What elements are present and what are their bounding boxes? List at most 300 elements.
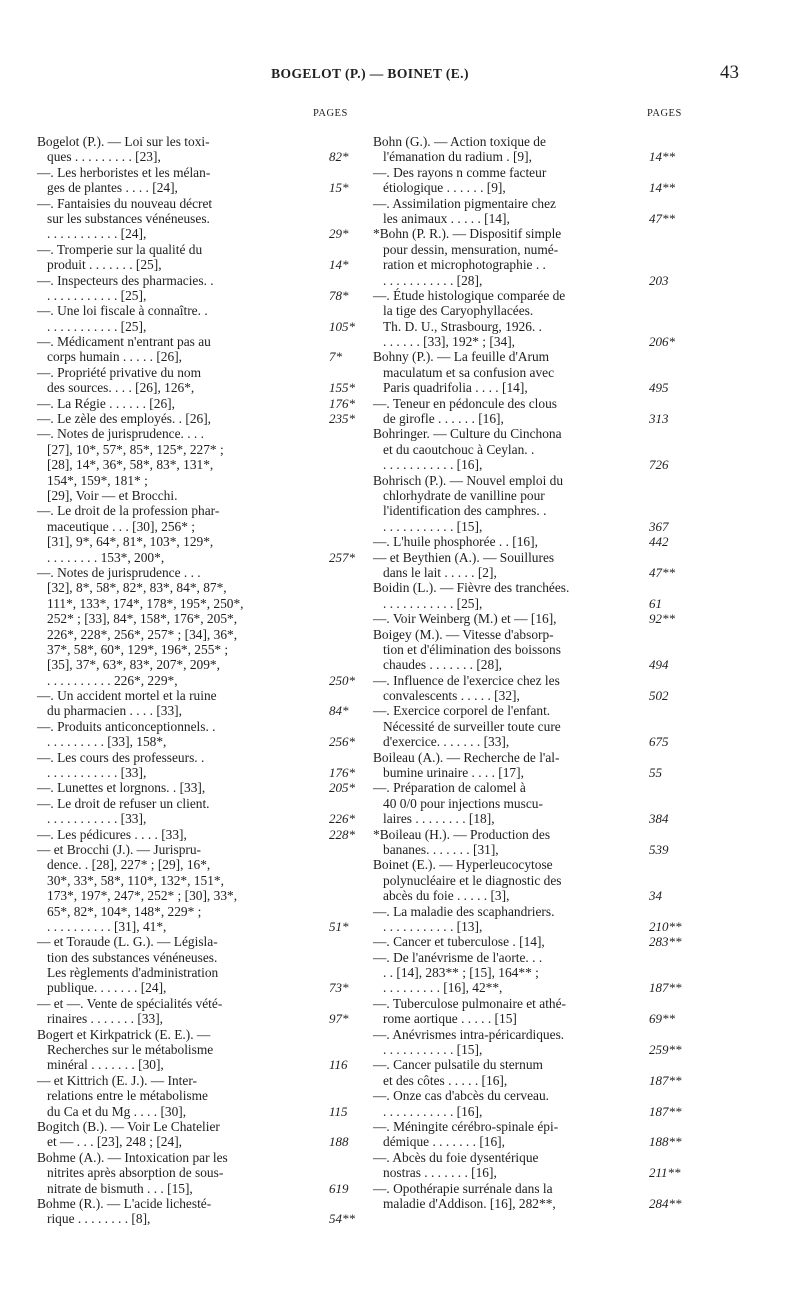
page-reference: 61: [649, 595, 662, 611]
index-line: [373, 288, 628, 303]
page-reference: 54**: [329, 1211, 355, 1227]
index-line: [37, 1088, 292, 1103]
index-line: [373, 319, 628, 334]
entry-text: Bohme (R.). — L'acide lichesté-: [37, 1195, 212, 1211]
index-line: [37, 965, 292, 980]
index-line: [373, 334, 675, 350]
index-line: [373, 873, 628, 888]
index-line: [373, 349, 628, 364]
entry-text: Bogitch (B.). — Voir Le Chatelier: [37, 1119, 220, 1134]
index-line: [373, 196, 628, 211]
index-line: [37, 688, 292, 703]
index-line: [37, 1150, 292, 1165]
entry-text: Bogelot (P.). — Loi sur les toxi-: [37, 134, 210, 149]
entry-text: —. Teneur en pédoncule des clous: [373, 395, 557, 411]
index-line: [37, 334, 292, 349]
index-line: [37, 196, 292, 211]
index-line: [37, 534, 292, 549]
index-line: [373, 857, 628, 872]
index-line: [373, 1181, 628, 1196]
entry-text: 154*, 159*, 181* ;: [47, 472, 148, 488]
entry-text: bananes. . . . . . . [31],: [383, 841, 499, 857]
page-reference: 78*: [329, 287, 349, 303]
page-reference: 176*: [329, 765, 355, 781]
page-reference: 284**: [649, 1195, 682, 1211]
index-line: [37, 349, 342, 365]
entry-text: —. Assimilation pigmentaire chez: [373, 195, 556, 211]
index-line: [37, 211, 292, 226]
running-title: BOGELOT (P.) — BOINET (E.): [271, 66, 469, 81]
entry-text: — et Brocchi (J.). — Jurispru-: [37, 841, 202, 857]
index-line: [373, 580, 628, 595]
entry-text: . . . . . . . . . . . [25],: [47, 318, 147, 334]
index-line: [37, 888, 292, 903]
entry-text: [29], Voir — et Brocchi.: [47, 487, 178, 503]
page-reference: 188**: [649, 1134, 682, 1150]
index-line: [37, 780, 355, 796]
entry-text: —. Méningite cérébro-spinale épi-: [373, 1119, 559, 1134]
entry-text: . . . . . . . . . [33], 158*,: [47, 734, 167, 750]
index-line: [373, 811, 669, 827]
entry-text: —. Anévrismes intra-péricardiques.: [373, 1026, 565, 1042]
entry-text: —. Tuberculose pulmonaire et athé-: [373, 995, 567, 1011]
page-reference: 250*: [329, 672, 355, 688]
page-reference: 726: [649, 457, 669, 473]
index-line: [373, 1195, 682, 1211]
page-reference: 206*: [649, 334, 675, 350]
page-reference: 203: [649, 272, 669, 288]
entry-text: Recherches sur le métabolisme: [47, 1042, 214, 1058]
entry-text: [35], 37*, 63*, 83*, 207*, 209*,: [47, 657, 220, 673]
index-line: [37, 303, 292, 318]
entry-text: —. Préparation de calomel à: [373, 780, 526, 796]
entry-text: —. Inspecteurs des pharmacies. .: [37, 272, 214, 288]
entry-text: du Ca et du Mg . . . . [30],: [47, 1103, 187, 1119]
index-line: [373, 1165, 681, 1181]
entry-text: — et —. Vente de spécialités vété-: [37, 995, 223, 1011]
entry-text: — et Kittrich (E. J.). — Inter-: [37, 1072, 198, 1088]
entry-text: Bohringer. — Culture du Cinchona: [373, 426, 562, 442]
entry-text: l'identification des camphres. .: [383, 503, 547, 519]
index-line: [37, 519, 292, 534]
index-line: [373, 1088, 628, 1103]
entry-text: Bogert et Kirkpatrick (E. E.). —: [37, 1026, 211, 1042]
page-header: [0, 62, 800, 86]
index-line: [373, 1011, 675, 1027]
page-reference: 73*: [329, 980, 349, 996]
index-line: [373, 488, 628, 503]
index-line: [373, 257, 628, 272]
page-reference: 51*: [329, 918, 349, 934]
index-line: [37, 765, 355, 781]
entry-text: *Boileau (H.). — Production des: [373, 826, 551, 842]
entry-text: . . . . . . . . . [16], 42**,: [383, 980, 503, 996]
index-line: [373, 180, 675, 196]
index-line: [37, 904, 292, 919]
entry-text: . . . . . . . . . . 226*, 229*,: [47, 672, 178, 688]
index-line: [373, 473, 628, 488]
entry-text: nitrites après absorption de sous-: [47, 1165, 224, 1181]
entry-text: 173*, 197*, 247*, 252* ; [30], 33*,: [47, 888, 238, 904]
entry-text: . . . . . . . . . . . [13],: [383, 918, 483, 934]
entry-text: . . . . . . . . . . [31], 41*,: [47, 918, 167, 934]
index-line: [37, 565, 292, 580]
index-line: [373, 411, 669, 427]
index-line: [373, 980, 682, 996]
entry-text: [27], 10*, 57*, 85*, 125*, 227* ;: [47, 441, 224, 457]
page-reference: 313: [649, 411, 669, 427]
entry-text: ques . . . . . . . . . [23],: [47, 149, 161, 165]
index-line: [373, 303, 628, 318]
entry-text: *Bohn (P. R.). — Dispositif simple: [373, 226, 562, 242]
index-line: [37, 165, 292, 180]
index-line: [373, 1042, 682, 1058]
index-line: [37, 226, 349, 242]
page-reference: 226*: [329, 811, 355, 827]
page-reference: 14*: [329, 257, 349, 273]
entry-text: les animaux . . . . . [14],: [383, 210, 510, 226]
index-line: [373, 611, 675, 627]
index-line: [37, 442, 292, 457]
page-reference: 283**: [649, 934, 682, 950]
index-line: [37, 1211, 355, 1227]
index-line: [373, 1150, 628, 1165]
entry-text: ration et microphotographie . .: [383, 257, 546, 273]
index-line: [37, 642, 292, 657]
entry-text: rique . . . . . . . . [8],: [47, 1211, 151, 1227]
index-line: [37, 180, 349, 196]
index-line: [37, 503, 292, 518]
index-line: [37, 672, 355, 688]
index-line: [37, 719, 292, 734]
entry-text: —. Tromperie sur la qualité du: [37, 241, 203, 257]
index-line: [37, 873, 292, 888]
index-line: [37, 473, 292, 488]
entry-text: —. Les cours des professeurs. .: [37, 749, 205, 765]
index-line: [37, 1103, 348, 1119]
entry-text: dence. . [28], 227* ; [29], 16*,: [47, 857, 211, 873]
page-number: 43: [720, 62, 739, 83]
page-reference: 29*: [329, 226, 349, 242]
entry-text: nostras . . . . . . . [16],: [383, 1165, 497, 1181]
entry-text: Les règlements d'administration: [47, 965, 219, 981]
index-line: [37, 411, 355, 427]
entry-text: et — . . . [23], 248 ; [24],: [47, 1134, 182, 1150]
index-line: [373, 888, 662, 904]
index-line: [373, 442, 628, 457]
index-line: [37, 395, 355, 411]
entry-text: —. Produits anticonceptionnels. .: [37, 718, 216, 734]
entry-text: chaudes . . . . . . . [28],: [383, 657, 502, 673]
index-line: [373, 918, 682, 934]
entry-text: —. Exercice corporel de l'enfant.: [373, 703, 551, 719]
index-line: [373, 518, 669, 534]
entry-text: produit . . . . . . . [25],: [47, 257, 162, 273]
entry-text: pour dessin, mensuration, numé-: [383, 241, 559, 257]
index-line: [37, 1011, 349, 1027]
entry-text: — et Beythien (A.). — Souillures: [373, 549, 555, 565]
pages-column-label: PAGES: [313, 108, 348, 119]
entry-text: démique . . . . . . . [16],: [383, 1134, 505, 1150]
index-line: [37, 134, 292, 149]
page-reference: 92**: [649, 611, 675, 627]
entry-text: convalescents . . . . . [32],: [383, 688, 520, 704]
entry-text: rome aortique . . . . . [15]: [383, 1011, 517, 1027]
page-reference: 47**: [649, 210, 675, 226]
entry-text: . . . . . . . . . . . [33],: [47, 765, 147, 781]
page-reference: 494: [649, 657, 669, 673]
entry-text: . . [14], 283** ; [15], 164** ;: [383, 965, 539, 981]
page-reference: 15*: [329, 180, 349, 196]
page-reference: 211**: [649, 1165, 681, 1181]
entry-text: —. Abcès du foie dysentérique: [373, 1149, 539, 1165]
index-line: [373, 950, 628, 965]
entry-text: . . . . . . . . . . . [16],: [383, 457, 483, 473]
entry-text: la tige des Caryophyllacées.: [383, 303, 534, 319]
entry-text: 30*, 33*, 58*, 110*, 132*, 151*,: [47, 872, 224, 888]
entry-text: 65*, 82*, 104*, 148*, 229* ;: [47, 903, 202, 919]
index-line: [37, 580, 292, 595]
entry-text: minéral . . . . . . . [30],: [47, 1057, 164, 1073]
entry-text: des sources. . . . [26], 126*,: [47, 380, 195, 396]
entry-text: — et Toraude (L. G.). — Législa-: [37, 934, 218, 950]
page-reference: 14**: [649, 149, 675, 165]
index-line: [37, 703, 349, 719]
index-line: [37, 1073, 292, 1088]
page-reference: 97*: [329, 1011, 349, 1027]
page-reference: 495: [649, 380, 669, 396]
entry-text: —. Le droit de la profession phar-: [37, 503, 220, 519]
index-line: [373, 827, 628, 842]
entry-text: . . . . . . [33], 192* ; [34],: [383, 334, 516, 350]
entry-text: ges de plantes . . . . [24],: [47, 180, 178, 196]
index-line: [37, 149, 349, 165]
index-line: [37, 611, 292, 626]
entry-text: rinaires . . . . . . . [33],: [47, 1011, 164, 1027]
index-line: [373, 765, 662, 781]
entry-text: Bohny (P.). — La feuille d'Arum: [373, 349, 550, 365]
entry-text: —. Cancer et tuberculose . [14],: [373, 934, 545, 950]
index-entries: [373, 134, 713, 1211]
index-line: [37, 426, 292, 441]
entry-text: bumine urinaire . . . . [17],: [383, 765, 524, 781]
index-line: [373, 1057, 628, 1072]
index-line: [373, 965, 628, 980]
entry-text: nitrate de bismuth . . . [15],: [47, 1180, 193, 1196]
entry-text: abcès du foie . . . . . [3],: [383, 888, 510, 904]
index-line: [37, 996, 292, 1011]
entry-text: Paris quadrifolia . . . . [14],: [383, 380, 528, 396]
page-reference: 235*: [329, 411, 355, 427]
page-reference: 7*: [329, 349, 342, 365]
entry-text: —. Des rayons n comme facteur: [373, 164, 547, 180]
index-line: [373, 703, 628, 718]
entry-text: —. Influence de l'exercice chez les: [373, 672, 560, 688]
index-line: [37, 488, 292, 503]
entry-text: Boinet (E.). — Hyperleucocytose: [373, 857, 553, 873]
page-reference: 228*: [329, 826, 355, 842]
index-line: [373, 796, 628, 811]
index-line: [37, 596, 292, 611]
page-reference: 502: [649, 688, 669, 704]
page-reference: 155*: [329, 380, 355, 396]
entry-text: 252* ; [33], 84*, 158*, 176*, 205*,: [47, 611, 238, 627]
entry-text: —. Voir Weinberg (M.) et — [16],: [373, 611, 557, 627]
index-line: [37, 380, 355, 396]
index-line: [373, 426, 628, 441]
page-reference: 84*: [329, 703, 349, 719]
index-line: [373, 642, 628, 657]
index-line: [373, 457, 669, 473]
entry-text: maladie d'Addison. [16], 282**,: [383, 1195, 556, 1211]
page-reference: 188: [329, 1134, 349, 1150]
page-reference: 82*: [329, 149, 349, 165]
index-line: [37, 826, 355, 842]
entry-text: —. Opothérapie surrénale dans la: [373, 1180, 553, 1196]
index-line: [373, 210, 675, 226]
page-reference: 47**: [649, 564, 675, 580]
entry-text: —. La Régie . . . . . . [26],: [37, 395, 175, 411]
index-line: [373, 734, 669, 750]
index-line: [37, 287, 349, 303]
page-reference: 205*: [329, 780, 355, 796]
entry-text: et du caoutchouc à Ceylan. .: [383, 441, 535, 457]
page-reference: 442: [649, 534, 669, 550]
index-line: [37, 1180, 349, 1196]
entry-text: —. Un accident mortel et la ruine: [37, 688, 217, 704]
entry-text: . . . . . . . . . . . [28],: [383, 272, 483, 288]
entry-text: publique. . . . . . . [24],: [47, 980, 167, 996]
index-line: [373, 1103, 682, 1119]
entry-text: de girofle . . . . . . [16],: [383, 411, 504, 427]
entry-text: . . . . . . . . . . . [33],: [47, 811, 147, 827]
entry-text: et des côtes . . . . . [16],: [383, 1072, 508, 1088]
entry-text: laires . . . . . . . . [18],: [383, 811, 495, 827]
page-reference: 257*: [329, 549, 355, 565]
entry-text: Bohrisch (P.). — Nouvel emploi du: [373, 472, 564, 488]
entry-text: —. Fantaisies du nouveau décret: [37, 195, 213, 211]
entry-text: Nécessité de surveiller toute cure: [383, 718, 561, 734]
index-line: [37, 242, 292, 257]
entry-text: . . . . . . . . . . . [24],: [47, 226, 147, 242]
index-line: [373, 242, 628, 257]
entry-text: —. Notes de jurisprudence . . .: [37, 564, 201, 580]
index-line: [373, 841, 669, 857]
index-line: [373, 165, 628, 180]
entry-text: d'exercice. . . . . . . [33],: [383, 734, 510, 750]
entry-text: 40 0/0 pour injections muscu-: [383, 795, 543, 811]
index-line: [37, 657, 292, 672]
index-line: [373, 564, 675, 580]
index-line: [373, 627, 628, 642]
entry-text: —. Médicament n'entrant pas au: [37, 334, 211, 350]
index-line: [37, 627, 292, 642]
entry-text: [28], 14*, 36*, 58*, 83*, 131*,: [47, 457, 214, 473]
index-line: [373, 1027, 628, 1042]
index-line: [37, 950, 292, 965]
entry-text: —. Le zèle des employés. . [26],: [37, 411, 212, 427]
index-line: [37, 549, 355, 565]
page-reference: 259**: [649, 1042, 682, 1058]
page-reference: 539: [649, 841, 669, 857]
entry-text: —. Lunettes et lorgnons. . [33],: [37, 780, 206, 796]
entry-text: . . . . . . . . 153*, 200*,: [47, 549, 165, 565]
entry-text: sur les substances vénéneuses.: [47, 210, 210, 226]
entry-text: tion des substances vénéneuses.: [47, 949, 218, 965]
index-line: [37, 1119, 292, 1134]
index-line: [373, 226, 628, 241]
entry-text: —. Les pédicures . . . . [33],: [37, 826, 187, 842]
entry-text: Bohn (G.). — Action toxique de: [373, 134, 546, 149]
page-reference: 619: [329, 1180, 349, 1196]
entry-text: Boidin (L.). — Fièvre des tranchées.: [373, 580, 570, 596]
entry-text: —. Une loi fiscale à connaître. .: [37, 303, 208, 319]
index-line: [37, 365, 292, 380]
entry-text: —. Étude histologique comparée de: [373, 287, 566, 303]
index-line: [37, 1057, 348, 1073]
index-line: [37, 918, 349, 934]
index-line: [373, 750, 628, 765]
index-line: [373, 365, 628, 380]
page-reference: 187**: [649, 1072, 682, 1088]
index-line: [373, 657, 669, 673]
index-line: [37, 318, 355, 334]
index-line: [37, 750, 292, 765]
index-line: [37, 1165, 292, 1180]
entry-text: . . . . . . . . . . . [15],: [383, 518, 483, 534]
entry-text: . . . . . . . . . . . [25],: [47, 287, 147, 303]
page-reference: 69**: [649, 1011, 675, 1027]
entry-text: —. Cancer pulsatile du sternum: [373, 1057, 543, 1073]
index-line: [373, 396, 628, 411]
index-line: [37, 734, 355, 750]
index-line: [373, 595, 662, 611]
page-reference: 55: [649, 765, 662, 781]
index-line: [373, 272, 669, 288]
entry-text: chlorhydrate de vanilline pour: [383, 487, 545, 503]
entry-text: étiologique . . . . . . [9],: [383, 180, 506, 196]
page-reference: 14**: [649, 180, 675, 196]
index-line: [373, 534, 669, 550]
index-line: [373, 904, 628, 919]
index-line: [373, 550, 628, 565]
index-line: [373, 688, 669, 704]
page-reference: 187**: [649, 980, 682, 996]
entry-text: [31], 9*, 64*, 81*, 103*, 129*,: [47, 534, 214, 550]
entry-text: [32], 8*, 58*, 82*, 83*, 84*, 87*,: [47, 580, 227, 596]
index-line: [373, 149, 675, 165]
page-reference: 187**: [649, 1103, 682, 1119]
index-line: [373, 780, 628, 795]
pages-column-label: PAGES: [647, 108, 682, 119]
index-line: [37, 842, 292, 857]
entry-text: . . . . . . . . . . . [16],: [383, 1103, 483, 1119]
page-reference: 675: [649, 734, 669, 750]
entry-text: . . . . . . . . . . . [25],: [383, 595, 483, 611]
page-reference: 105*: [329, 318, 355, 334]
entry-text: —. La maladie des scaphandriers.: [373, 903, 555, 919]
index-line: [373, 1134, 682, 1150]
entry-text: —. Notes de jurisprudence. . . .: [37, 426, 204, 442]
entry-text: —. Les herboristes et les mélan-: [37, 164, 211, 180]
entry-text: —. L'huile phosphorée . . [16],: [373, 534, 538, 550]
index-line: [37, 857, 292, 872]
index-line: [37, 934, 292, 949]
index-line: [373, 380, 669, 396]
index-line: [373, 1119, 628, 1134]
index-line: [37, 273, 292, 288]
entry-text: Boigey (M.). — Vitesse d'absorp-: [373, 626, 554, 642]
